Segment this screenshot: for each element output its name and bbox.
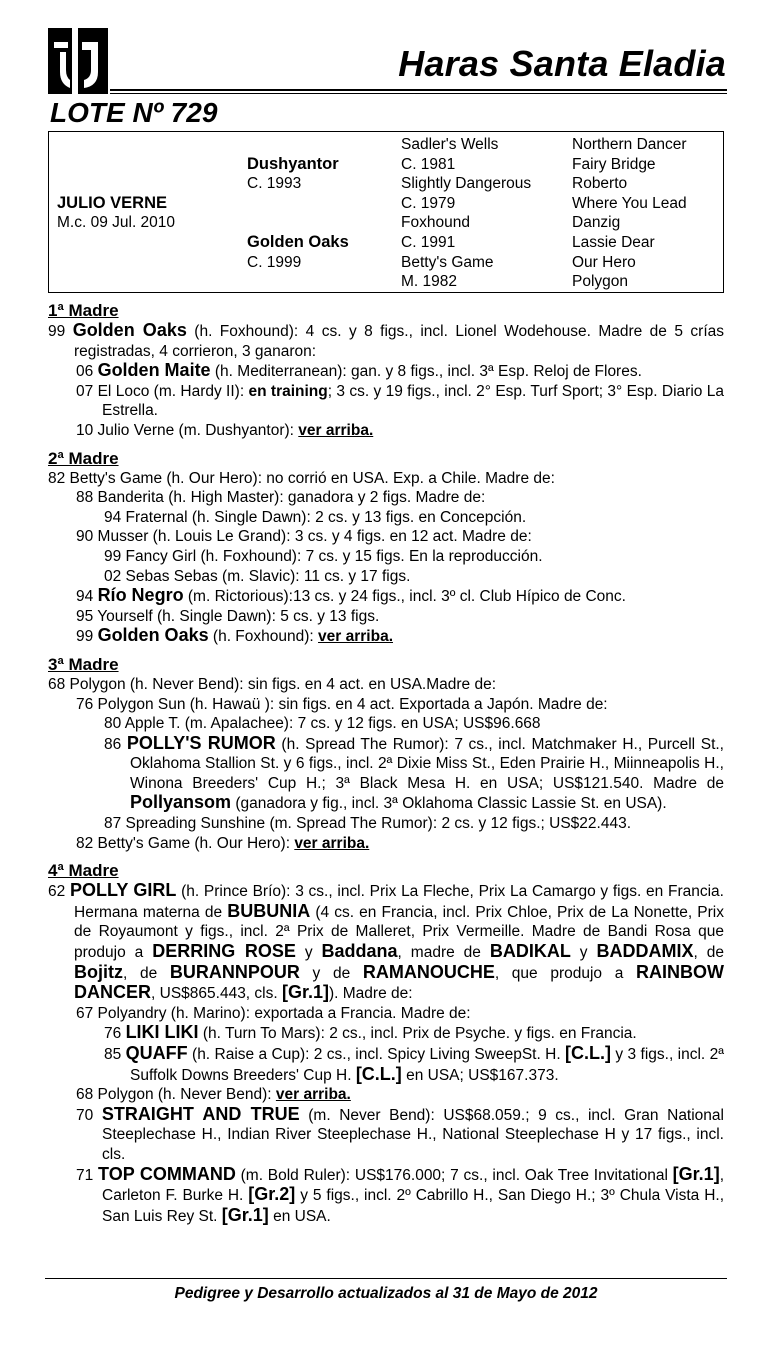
entry-text: (h. Raise a Cup): 2 cs., incl. Spicy Living SweepSt. H. <box>187 1046 566 1063</box>
entry-text: ). Madre de: <box>329 985 413 1003</box>
produce-entry <box>48 734 724 814</box>
produce-entry <box>48 488 724 508</box>
highlighted-text: ver arriba. <box>275 1086 351 1104</box>
pedigree-cell: Roberto <box>572 175 628 193</box>
pedigree-cell: Our Hero <box>572 253 636 271</box>
highlighted-text: TOP COMMAND <box>98 1163 236 1184</box>
produce-entry <box>48 881 724 1004</box>
pedigree-cell: Lassie Dear <box>572 233 655 251</box>
entry-text: 99 Fancy Girl (h. Foxhound): 7 cs. y 15 figs. En la reproducción. <box>104 547 543 565</box>
highlighted-text: BUBUNIA <box>227 900 311 921</box>
produce-entry <box>48 1105 724 1165</box>
dam-info: C. 1999 <box>247 253 302 271</box>
pedigree-cell: Foxhound <box>401 214 470 232</box>
entry-text: , de <box>123 964 170 982</box>
section-heading: 2ª Madre <box>48 448 119 468</box>
pedigree-cell: Danzig <box>572 214 621 232</box>
produce-entry <box>48 695 724 715</box>
highlighted-text: [Gr.1] <box>281 982 329 1003</box>
produce-entry <box>48 321 724 361</box>
produce-entry <box>48 626 724 647</box>
entry-text: 88 Banderita (h. High Master): ganadora y 2 figs. Madre de: <box>76 489 486 507</box>
entry-text: 76 Polygon Sun (h. Hawaü ): sin figs. en 4 act. Exportada a Japón. Madre de: <box>76 695 608 713</box>
entry-text: en USA; US$167.373. <box>401 1066 559 1084</box>
entry-text: 76 <box>104 1025 126 1043</box>
highlighted-text: BADIKAL <box>489 941 571 962</box>
highlighted-text: BURANNPOUR <box>169 961 300 982</box>
highlighted-text: RAMANOUCHE <box>362 961 495 982</box>
section-heading: 4ª Madre <box>48 861 119 881</box>
entry-text: y 5 figs., incl. 2º Cabrillo H., San Diego H.; 3º Chula Vista H., San Luis Rey St. <box>102 1187 724 1225</box>
pedigree-cell: M. 1982 <box>401 273 458 291</box>
highlighted-text: [C.L.] <box>355 1063 402 1084</box>
entry-text: 70 <box>76 1106 102 1124</box>
highlighted-text: Pollyansom <box>130 792 232 813</box>
entry-text: 85 <box>104 1046 126 1063</box>
pedigree-grandparents-column <box>401 135 531 292</box>
entry-text: 95 Yourself (h. Single Dawn): 5 cs. y 13 figs. <box>76 607 380 625</box>
entry-text: 71 <box>76 1166 99 1184</box>
pedigree-cell: Northern Dancer <box>572 136 687 153</box>
lote-number: LOTE Nº 729 <box>50 97 218 128</box>
entry-text: (h. Spread The Rumor): 7 cs., incl. Matchmaker H., Purcell St., Oklahoma Stallion St. y 6 figs., incl. 2ª Dixie Miss St., Eden Prairie H., Miinneapolis H., Winona Breeders' Cup H.; 3ª Black Mesa H. en USA; US$121.540. Madre de <box>130 735 724 792</box>
entry-text: 94 <box>76 588 98 606</box>
entry-text: 82 Betty's Game (h. Our Hero): no corrió en USA. Exp. a Chile. Madre de: <box>48 469 555 487</box>
produce-entry <box>48 586 724 607</box>
entry-text: 90 Musser (h. Louis Le Grand): 3 cs. y 4 figs. en 12 act. Madre de: <box>76 528 532 546</box>
highlighted-text: BADDAMIX <box>596 941 694 962</box>
pedigree-table <box>48 131 724 293</box>
entry-text: 87 Spreading Sunshine (m. Spread The Rumor): 2 cs. y 12 figs.; US$22.443. <box>104 815 631 833</box>
pedigree-cell: C. 1979 <box>401 194 456 212</box>
produce-entry <box>48 814 724 834</box>
entry-text: 02 Sebas Sebas (m. Slavic): 11 cs. y 17 figs. <box>104 567 411 585</box>
pedigree-cell: C. 1991 <box>401 233 456 251</box>
produce-entry <box>48 675 724 695</box>
entry-text: 86 <box>104 735 127 753</box>
pedigree-cell: C. 1981 <box>401 155 456 173</box>
highlighted-text: ver arriba. <box>294 834 370 852</box>
entry-text: y de <box>299 964 363 982</box>
highlighted-text: en training <box>248 382 328 400</box>
entry-text: 94 Fraternal (h. Single Dawn): 2 cs. y 13 figs. en Concepción. <box>104 508 527 526</box>
pedigree-cell: Polygon <box>572 273 629 291</box>
sire-info: C. 1993 <box>247 175 302 193</box>
horse-name: JULIO VERNE <box>57 193 168 212</box>
footer-rule <box>45 1278 727 1279</box>
entry-text: (ganadora y fig., incl. 3ª Oklahoma Classic Lassie St. en USA). <box>231 795 667 813</box>
produce-entry <box>48 567 724 587</box>
entry-text: , madre de <box>397 944 490 962</box>
highlighted-text: STRAIGHT AND TRUE <box>101 1103 300 1124</box>
entry-text: (4 cs. en Francia, incl. Prix Chloe, Prix de La Nonette, Prix de Royaumont y figs., incl. 2ª Prix de Malleret, Prix Vermeille. Madre de Bandi Rosa que produjo a <box>74 903 724 962</box>
entry-text: 80 Apple T. (m. Apalachee): 7 cs. y 12 figs. en USA; US$96.668 <box>104 715 541 733</box>
header-rule-thin <box>110 93 727 94</box>
produce-entry <box>48 527 724 547</box>
sire-name: Dushyantor <box>247 154 339 173</box>
produce-entry <box>48 1023 724 1044</box>
entry-text: (h. Foxhound): 4 cs. y 8 figs., incl. Lionel Wodehouse. Madre de 5 crías registradas, 4 corrieron, 3 ganaron: <box>74 323 724 360</box>
entry-text: (m. Never Bend): US$68.059.; 9 cs., incl. Gran National Steeplechase H., Indian River Steeplechase H., National Steeplechase H y 17 figs., incl. cls. <box>102 1106 724 1163</box>
produce-entry <box>48 607 724 627</box>
highlighted-text: LIKI LIKI <box>125 1022 199 1043</box>
pedigree-horse-column <box>57 135 175 233</box>
pedigree-great-grandparents-column <box>572 135 687 292</box>
produce-entry <box>48 1165 724 1227</box>
entry-text: , que produjo a <box>494 964 636 982</box>
entry-text: , Carleton F. Burke H. <box>102 1166 724 1205</box>
entry-text: ; 3 cs. y 19 figs., incl. 2° Esp. Turf Sport; 3° Esp. Diario La Estrella. <box>102 382 724 420</box>
pedigree-cell: Where You Lead <box>572 194 687 212</box>
produce-entry <box>48 834 724 854</box>
entry-text: (h. Mediterranean): gan. y 8 figs., incl. 3ª Esp. Reloj de Flores. <box>210 363 642 381</box>
produce-entry <box>48 508 724 528</box>
entry-text: (m. Bold Ruler): US$176.000; 7 cs., incl. Oak Tree Invitational <box>235 1166 673 1184</box>
brand-title: Haras Santa Eladia <box>398 43 726 84</box>
highlighted-text: Golden Oaks <box>72 320 187 340</box>
produce-entry <box>48 1004 724 1024</box>
produce-entry <box>48 469 724 489</box>
highlighted-text: Golden Oaks <box>97 625 209 646</box>
entry-text: 06 <box>76 363 98 381</box>
highlighted-text: [Gr.1] <box>221 1204 269 1225</box>
entry-text: 82 Betty's Game (h. Our Hero): <box>76 834 295 852</box>
entry-text: (h. Turn To Mars): 2 cs., incl. Prix de Psyche. y figs. en Francia. <box>198 1025 637 1043</box>
entry-text: 07 El Loco (m. Hardy II): <box>76 382 249 400</box>
entry-text: 62 <box>48 883 70 901</box>
produce-record <box>48 301 724 1226</box>
produce-entry <box>48 547 724 567</box>
highlighted-text: [Gr.2] <box>248 1184 296 1205</box>
footer-note: Pedigree y Desarrollo actualizados al 31 de Mayo de 2012 <box>174 1285 598 1302</box>
pedigree-parents-column <box>247 135 349 272</box>
pedigree-cell: Sadler's Wells <box>401 136 499 153</box>
produce-entry <box>48 1085 724 1105</box>
section-heading: 1ª Madre <box>48 301 119 320</box>
entry-text: 99 <box>76 628 98 646</box>
horse-info: M.c. 09 Jul. 2010 <box>57 214 176 232</box>
pedigree-cell: Betty's Game <box>401 253 494 271</box>
entry-text: y <box>295 944 322 962</box>
entry-text: y <box>570 944 597 962</box>
highlighted-text: ver arriba. <box>318 628 393 646</box>
produce-entry <box>48 361 724 382</box>
entry-text: en USA. <box>268 1207 331 1225</box>
highlighted-text: DERRING ROSE <box>152 941 296 962</box>
highlighted-text: Río Negro <box>97 585 184 606</box>
produce-entry <box>48 421 724 441</box>
entry-text: 68 Polygon (h. Never Bend): sin figs. en 4 act. en USA.Madre de: <box>48 675 497 693</box>
entry-text: 10 Julio Verne (m. Dushyantor): <box>76 421 299 439</box>
produce-entry <box>48 1044 724 1085</box>
highlighted-text: [Gr.1] <box>672 1163 720 1184</box>
highlighted-text: ver arriba. <box>298 421 374 439</box>
produce-entry <box>48 714 724 734</box>
produce-entry <box>48 382 724 421</box>
entry-text: , de <box>693 944 724 962</box>
entry-text: 68 Polygon (h. Never Bend): <box>76 1086 276 1104</box>
dam-name: Golden Oaks <box>247 232 349 251</box>
highlighted-text: [C.L.] <box>565 1043 612 1063</box>
highlighted-text: POLLY GIRL <box>69 880 177 901</box>
entry-text: , US$865.443, cls. <box>151 985 282 1003</box>
highlighted-text: POLLY'S RUMOR <box>126 732 276 753</box>
highlighted-text: Baddana <box>321 941 398 962</box>
highlighted-text: RAINBOW DANCER <box>74 961 724 1003</box>
entry-text: (m. Rictorious):13 cs. y 24 figs., incl. 3º cl. Club Hípico de Conc. <box>183 588 626 606</box>
header-rule <box>110 89 727 91</box>
entry-text: y 3 figs., incl. 2ª Suffolk Downs Breeders' Cup H. <box>130 1046 724 1084</box>
pedigree-cell: Fairy Bridge <box>572 155 656 173</box>
highlighted-text: Bojitz <box>74 961 123 982</box>
entry-text: 99 <box>48 323 73 340</box>
haras-logo-icon <box>48 28 108 94</box>
highlighted-text: QUAFF <box>125 1043 188 1063</box>
entry-text: (h. Prince Brío): 3 cs., incl. Prix La Fleche, Prix La Camargo y figs. en Francia. Hermana materna de <box>74 883 724 921</box>
section-heading: 3ª Madre <box>48 654 119 674</box>
pedigree-cell: Slightly Dangerous <box>401 175 532 193</box>
entry-text: (h. Foxhound): <box>208 628 319 646</box>
entry-text: 67 Polyandry (h. Marino): exportada a Francia. Madre de: <box>76 1004 471 1022</box>
highlighted-text: Golden Maite <box>97 360 211 381</box>
